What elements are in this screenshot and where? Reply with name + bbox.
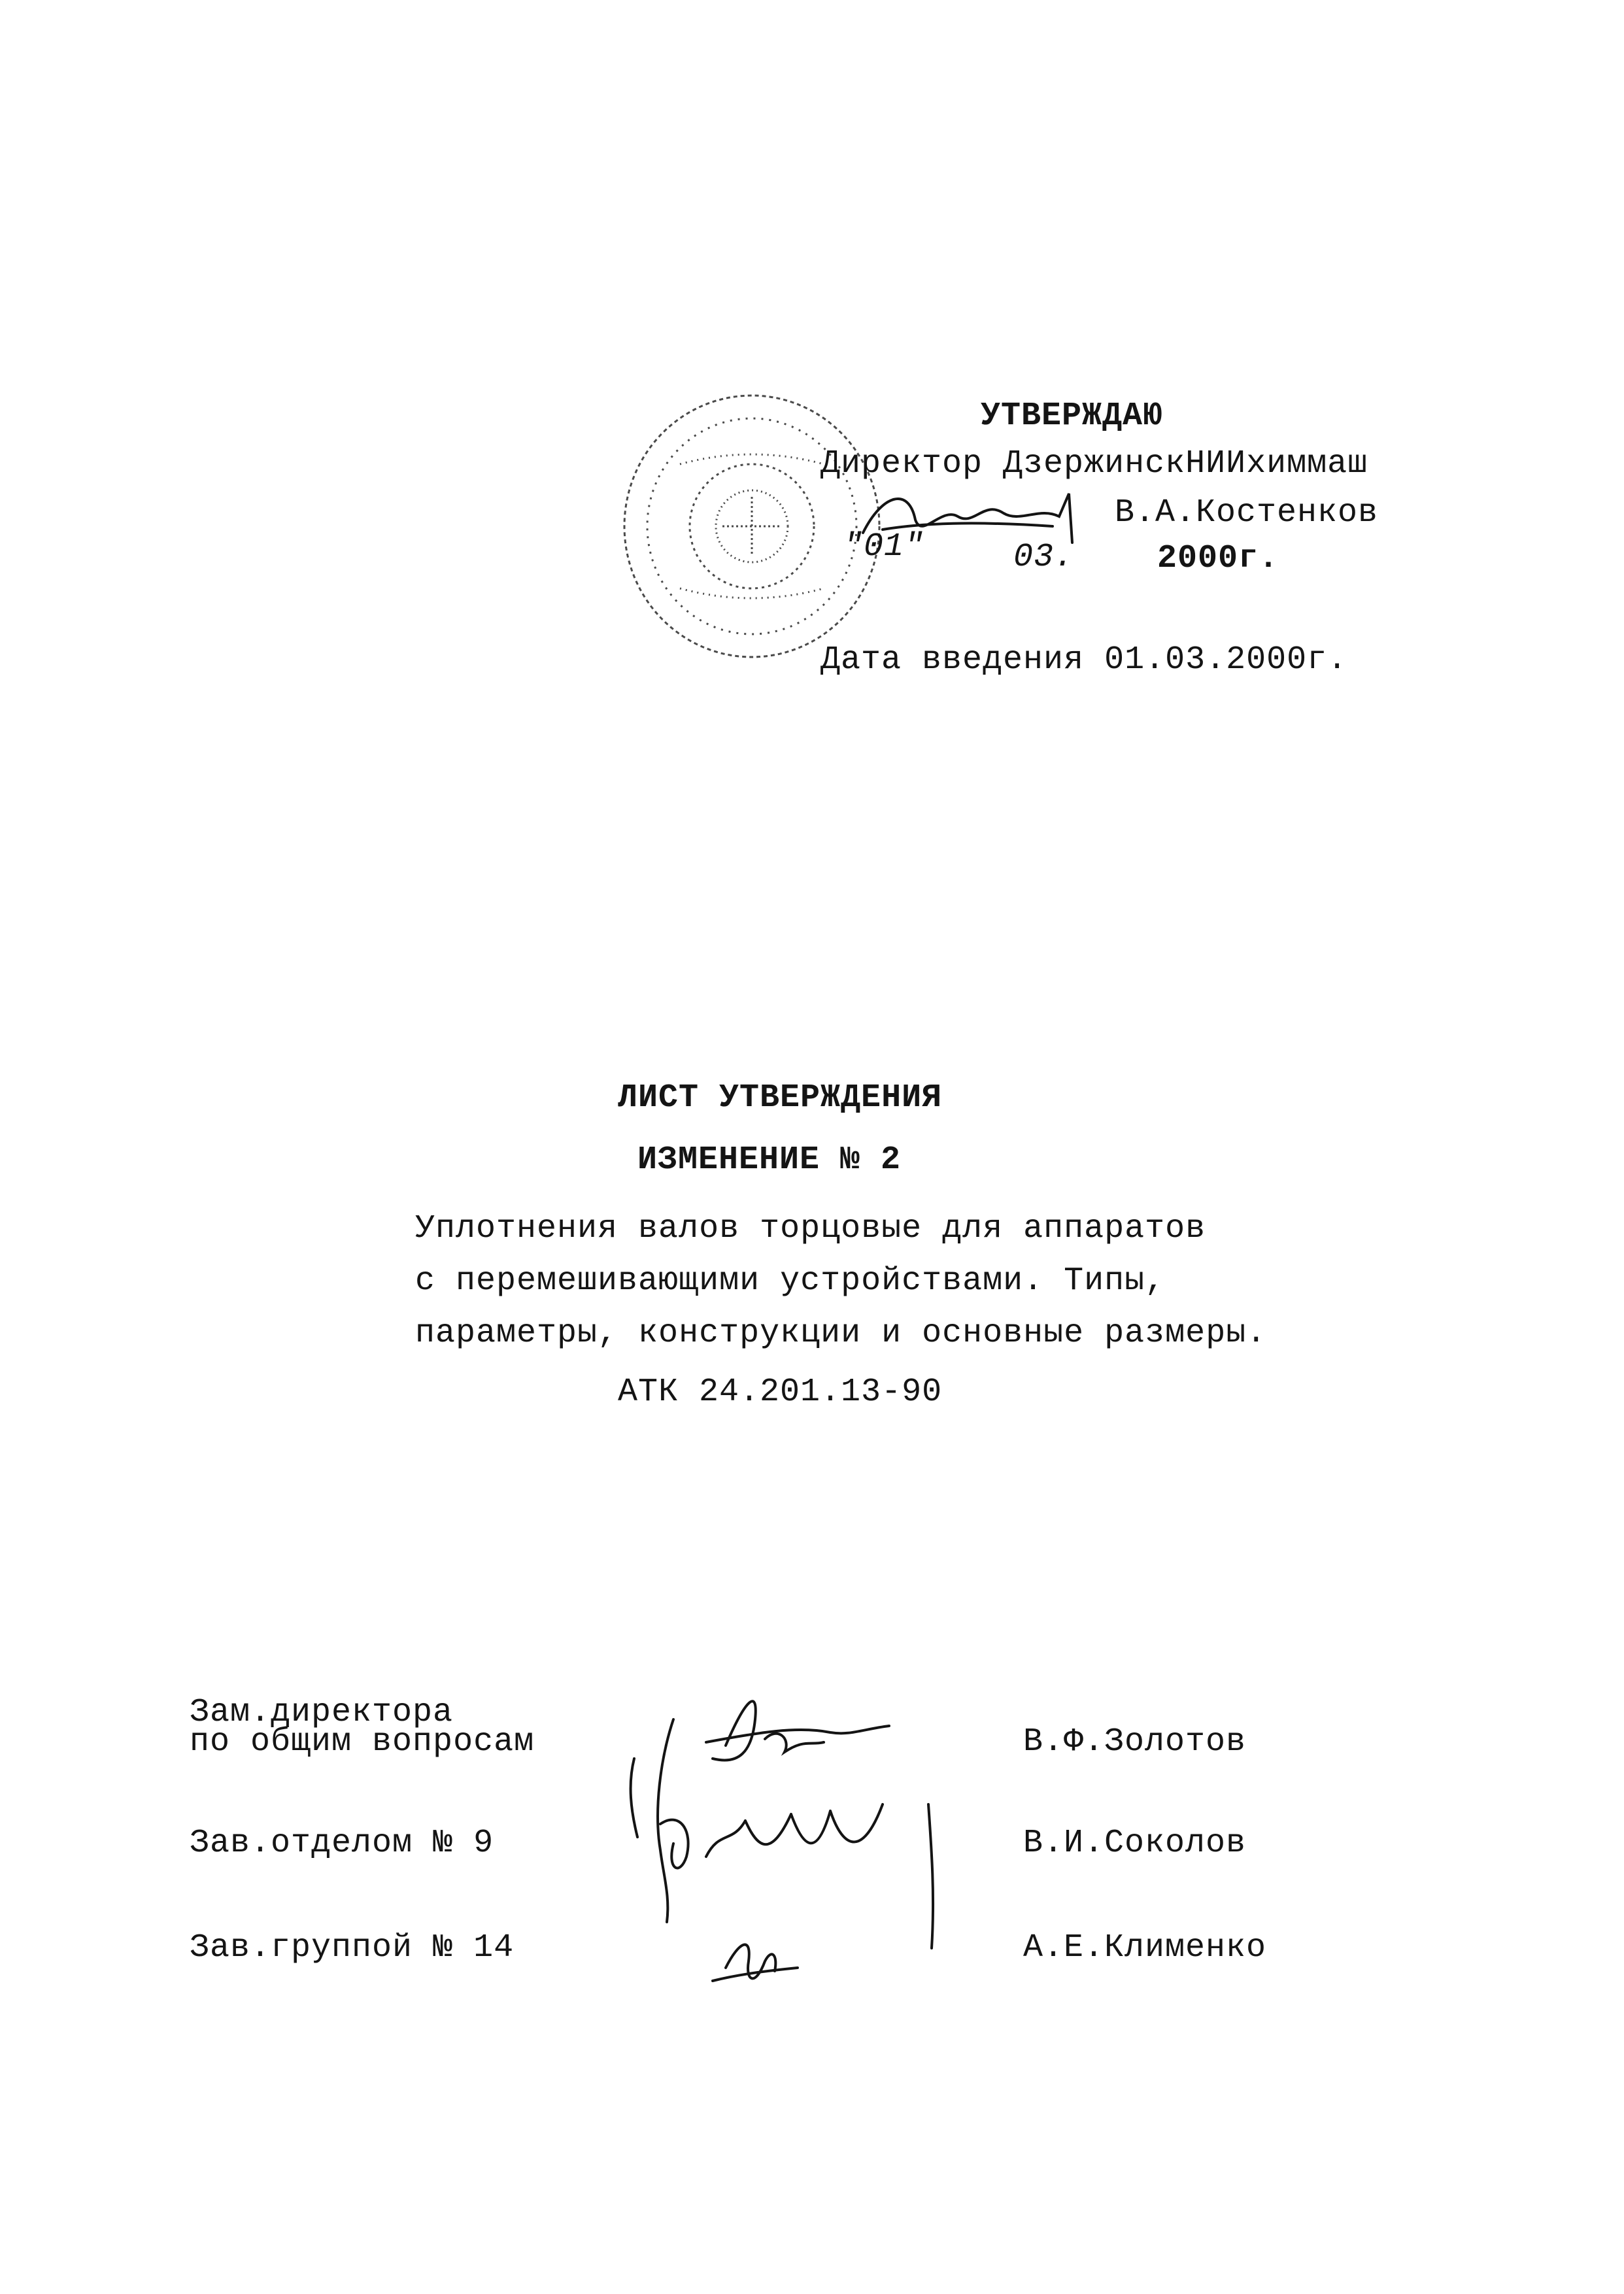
sheet-title: ЛИСТ УТВЕРЖДЕНИЯ (618, 1079, 943, 1117)
change-number: ИЗМЕНЕНИЕ № 2 (637, 1141, 902, 1179)
approval-header: УТВЕРЖДАЮ (981, 397, 1164, 435)
approval-signer-name: В.А.Костенков (1115, 494, 1379, 531)
signatory-3-name: А.Е.Клименко (1023, 1929, 1267, 1966)
signatory-3-position: Зав.группой № 14 (190, 1929, 515, 1966)
subject-line-3: параметры, конструкции и основные размеры. (415, 1315, 1267, 1352)
effective-date: Дата введения 01.03.2000г. (820, 641, 1348, 679)
signatures-group (615, 1680, 955, 2020)
subject-line-2: с перемешивающими устройствами. Типы, (415, 1262, 1166, 1300)
approval-position: Директор ДзержинскНИИхиммаш (820, 445, 1368, 482)
approval-date-year: 2000г. (1157, 540, 1279, 577)
document-code: АТК 24.201.13-90 (618, 1374, 943, 1411)
approval-date-month: 03. (1013, 539, 1075, 576)
signatory-1-name: В.Ф.Золотов (1023, 1723, 1247, 1761)
signatory-1-position-line-1: Зам.директора (190, 1694, 454, 1731)
approval-date-day: "01" (843, 528, 925, 565)
signatory-2-name: В.И.Соколов (1023, 1825, 1247, 1862)
signatory-1-position-line-2: по общим вопросам (190, 1723, 535, 1761)
subject-line-1: Уплотнения валов торцовые для аппаратов (415, 1210, 1206, 1247)
signatory-2-position: Зав.отделом № 9 (190, 1825, 494, 1862)
